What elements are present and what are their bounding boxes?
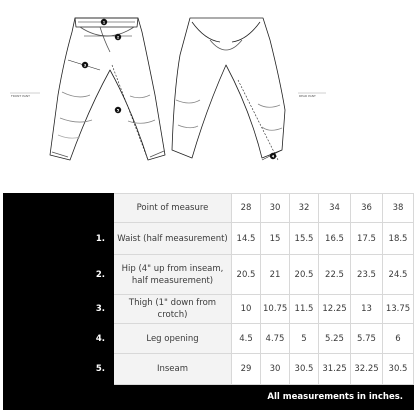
size-header: 34 <box>319 194 351 223</box>
cell-value: 32.25 <box>351 354 383 385</box>
cell-value: 30 <box>261 354 290 385</box>
cell-value: 24.5 <box>383 255 414 295</box>
row-number: 1. <box>4 223 114 255</box>
cell-value: 16.5 <box>319 223 351 255</box>
size-header: 30 <box>261 194 290 223</box>
pants-illustration <box>0 0 416 190</box>
table-row <box>4 324 414 354</box>
cell-value: 22.5 <box>319 255 351 295</box>
cell-value: 20.5 <box>232 255 261 295</box>
cell-value: 30.5 <box>383 354 414 385</box>
table-header-row <box>4 194 414 223</box>
cell-value: 30.5 <box>290 354 319 385</box>
cell-value: 20.5 <box>290 255 319 295</box>
cell-value: 5.25 <box>319 324 351 354</box>
row-label: Hip (4" up from inseam, half measurement) <box>114 255 232 295</box>
size-header: 36 <box>351 194 383 223</box>
cell-value: 14.5 <box>232 223 261 255</box>
cell-value: 6 <box>383 324 414 354</box>
cell-value: 15 <box>261 223 290 255</box>
cell-value: 10.75 <box>261 295 290 324</box>
front-pant <box>50 18 165 160</box>
size-chart-table <box>3 193 414 410</box>
row-label: Waist (half measurement) <box>114 223 232 255</box>
table-row <box>4 354 414 385</box>
rear-pant-caption: REAR PANT <box>299 94 316 98</box>
cell-value: 31.25 <box>319 354 351 385</box>
callout-markers <box>82 19 276 159</box>
callout-2-label: 2 <box>116 35 120 40</box>
pants-diagram <box>0 0 416 190</box>
size-header: 38 <box>383 194 414 223</box>
row-label: Thigh (1" down from crotch) <box>114 295 232 324</box>
cell-value: 5.75 <box>351 324 383 354</box>
row-number: 4. <box>4 324 114 354</box>
cell-value: 5 <box>290 324 319 354</box>
cell-value: 18.5 <box>383 223 414 255</box>
rear-pant <box>172 18 285 158</box>
measurement-unit-note: All measurements in inches. <box>4 385 414 410</box>
cell-value: 15.5 <box>290 223 319 255</box>
cell-value: 4.5 <box>232 324 261 354</box>
row-number: 3. <box>4 295 114 324</box>
table-footer-row <box>4 385 414 410</box>
size-header: 32 <box>290 194 319 223</box>
front-pant-caption: FRONT PANT <box>11 94 30 98</box>
cell-value: 13 <box>351 295 383 324</box>
callout-4-label: 4 <box>271 154 275 159</box>
cell-value: 21 <box>261 255 290 295</box>
cell-value: 12.25 <box>319 295 351 324</box>
callout-1-label: 1 <box>102 20 106 25</box>
row-label: Leg opening <box>114 324 232 354</box>
callout-3-label: 3 <box>83 63 87 68</box>
row-label: Inseam <box>114 354 232 385</box>
header-corner <box>4 194 114 223</box>
table-row <box>4 223 414 255</box>
size-header: 28 <box>232 194 261 223</box>
cell-value: 10 <box>232 295 261 324</box>
cell-value: 4.75 <box>261 324 290 354</box>
point-of-measure-header: Point of measure <box>114 194 232 223</box>
cell-value: 17.5 <box>351 223 383 255</box>
table-row <box>4 295 414 324</box>
row-number: 5. <box>4 354 114 385</box>
cell-value: 29 <box>232 354 261 385</box>
cell-value: 13.75 <box>383 295 414 324</box>
cell-value: 11.5 <box>290 295 319 324</box>
cell-value: 23.5 <box>351 255 383 295</box>
callout-5-label: 5 <box>116 108 120 113</box>
table-row <box>4 255 414 295</box>
row-number: 2. <box>4 255 114 295</box>
